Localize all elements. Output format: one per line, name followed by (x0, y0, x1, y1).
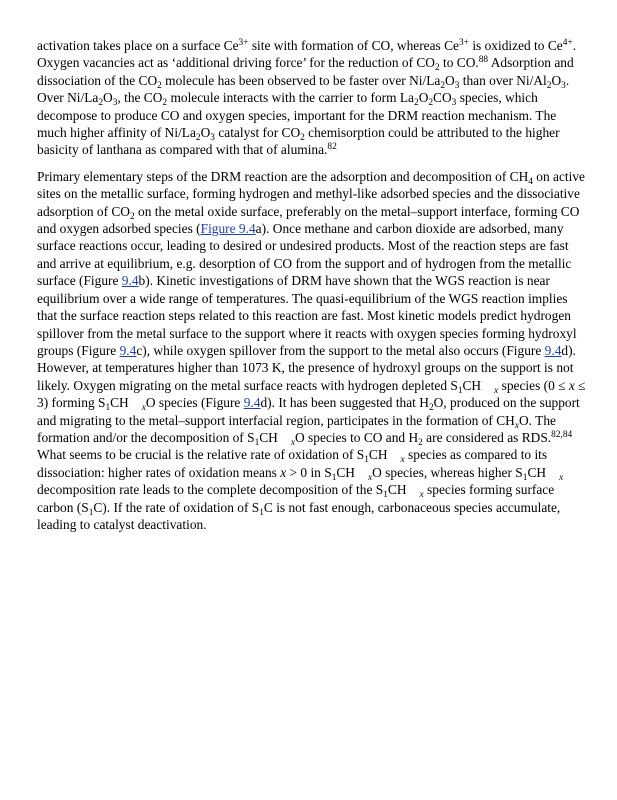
text: species forming surface carbon (S (37, 482, 555, 515)
text: is oxidized to Ce (468, 38, 563, 53)
text: CH (462, 377, 482, 393)
text: C). If the rate of oxidation of S (93, 499, 260, 515)
subscript: 3 (454, 80, 460, 91)
text: Primary elementary steps of the DRM reaction are the adsorption and decomposition of CH (37, 168, 529, 184)
citation-82: 82 (327, 142, 337, 153)
text: catalyst for CO (214, 125, 301, 141)
subscript: 2 (162, 98, 168, 109)
text: molecule interacts with the carrier to form La (167, 90, 414, 106)
text: O, produced on the support and migrating to the metal–support interfacial region, participates in the formation of CH (37, 395, 580, 428)
subscript: 2 (300, 132, 305, 143)
variable-x: x (559, 472, 564, 483)
superscript: 3+ (458, 37, 469, 48)
subscript: 2 (98, 98, 104, 109)
subscript: 1 (383, 489, 388, 500)
text: O (103, 90, 113, 106)
text: ≤ 3) forming S (37, 377, 586, 411)
superscript: 4+ (562, 37, 573, 48)
text: c), while oxygen spillover from the support to the metal also occurs (Figure (136, 342, 545, 358)
subscript: 2 (418, 437, 423, 448)
text: What seems to be crucial is the relative rate of oxidation of S (37, 447, 365, 463)
subscript: 2 (440, 80, 446, 91)
subscript: 2 (428, 402, 434, 413)
text: , the CO (117, 90, 163, 106)
subscript: 2 (414, 98, 419, 109)
text: CH (259, 429, 278, 445)
text: chemisorption could be attributed to the higher basicity of lanthana as compared with that of alumina. (37, 125, 560, 158)
text: molecule has been observed to be faster over Ni/La (161, 72, 441, 88)
text: on active sites on the metallic surface, forming hydrogen and methyl-like adsorbed species and the dissociative adsorption of CO (37, 168, 585, 219)
text: than over Ni/Al (459, 72, 547, 88)
text: species, which decompose to produce CO and oxygen species, important for the DRM reaction mechanism. The much higher affinity of Ni/La (37, 90, 557, 141)
figure-9-4c-link[interactable]: 9.4 (119, 342, 137, 358)
superscript: 3+ (238, 37, 249, 48)
text: CH (387, 482, 407, 498)
text: d). It has been suggested that H (260, 395, 429, 411)
text: a). Once methane and carbon dioxide are adsorbed, many surface reactions occur, leading to desired or undesired products. Most of the reaction steps are fast and arrive at equilibrium, e.g. desorption of CO from the support and of hydrogen from the metallic surface (Figure (37, 221, 572, 289)
text: CO (433, 90, 452, 106)
text: Adsorption and dissociation of the CO (37, 55, 574, 88)
subscript: 3 (210, 132, 215, 143)
variable-x: x (419, 489, 424, 500)
figure-9-4-link[interactable]: Figure 9.4 (200, 221, 256, 237)
text: O (200, 125, 211, 141)
paragraph-1 (37, 37, 586, 159)
subscript: 2 (434, 63, 440, 74)
text: O (445, 72, 455, 88)
variable-x: x (367, 472, 373, 483)
subscript: 1 (254, 437, 260, 448)
subscript: 1 (522, 472, 528, 483)
subscript: 1 (88, 507, 94, 518)
text: O (418, 90, 429, 106)
variable-x: x (290, 437, 296, 448)
citation-82-84: 82,84 (551, 429, 573, 440)
text: b). Kinetic investigations of DRM have shown that the WGS reaction is near equilibrium over a wide range of temperatures. The quasi-equilibrium of the WGS reaction implies that the surface reaction steps related to this reaction are fast. Most kinetic models predict hydrogen spillover from the metal surface to the support where it reacts with oxygen species forming hydroxyl groups (Figure (37, 273, 577, 358)
text: are considered as RDS. (422, 429, 552, 445)
text: species (0 ≤ (498, 377, 569, 393)
text: site with formation of CO, whereas Ce (248, 38, 459, 53)
text: O (551, 72, 562, 88)
subscript: 3 (112, 98, 118, 109)
subscript: 1 (259, 507, 264, 518)
text: . Oxygen vacancies act as ‘additional driving force’ for the reduction of CO (37, 38, 577, 71)
text: O species to CO and H (295, 429, 419, 445)
subscript: 2 (157, 80, 162, 91)
paragraph-2 (37, 168, 586, 534)
subscript: 3 (451, 98, 457, 109)
subscript: 1 (105, 402, 111, 413)
text: > 0 in S (286, 464, 332, 480)
text: CH (527, 464, 547, 480)
subscript: 2 (129, 211, 135, 222)
text: on the metal oxide surface, preferably on the metal–support interface, forming CO and oxygen adsorbed species ( (37, 203, 580, 237)
text: CH (110, 395, 129, 411)
variable-x: x (141, 402, 146, 413)
text: C is not fast enough, carbonaceous species accumulate, leading to catalyst deactivation. (37, 499, 561, 532)
subscript: 1 (457, 385, 463, 396)
figure-9-4d-link-2[interactable]: 9.4 (243, 395, 261, 411)
text: O. The formation and/or the decomposition of S (37, 412, 556, 445)
text: activation takes place on a surface Ce (37, 38, 239, 53)
text: O species, whereas higher S (372, 464, 523, 480)
text: species as compared to its dissociation: higher rates of oxidation means (37, 447, 548, 480)
variable-x: x (514, 420, 520, 431)
figure-9-4d-link[interactable]: 9.4 (544, 342, 562, 358)
variable-x: x (494, 385, 499, 396)
variable-x: x (568, 377, 575, 393)
text: decomposition rate leads to the complete decomposition of the S (37, 482, 384, 498)
text: CH (368, 447, 388, 463)
subscript: 2 (195, 132, 201, 143)
variable-x: x (280, 464, 287, 480)
text: to CO. (439, 55, 479, 71)
subscript: 4 (528, 176, 533, 187)
figure-9-4b-link[interactable]: 9.4 (121, 273, 139, 289)
subscript: 2 (428, 98, 434, 109)
citation-88: 88 (478, 55, 489, 66)
document-page (37, 37, 586, 542)
text: d). However, at temperatures higher than 1073 K, the presence of hydroxyl groups on the support is not likely. Oxygen migrating on the metal surface reacts with hydrogen depleted S (37, 342, 576, 393)
subscript: 2 (546, 80, 552, 91)
subscript: 1 (331, 472, 337, 483)
subscript: 1 (364, 455, 369, 466)
text: CH (336, 464, 355, 480)
variable-x: x (400, 455, 405, 466)
text: . Over Ni/La (37, 72, 570, 106)
text: O species (Figure (145, 395, 244, 411)
subscript: 3 (561, 80, 566, 91)
